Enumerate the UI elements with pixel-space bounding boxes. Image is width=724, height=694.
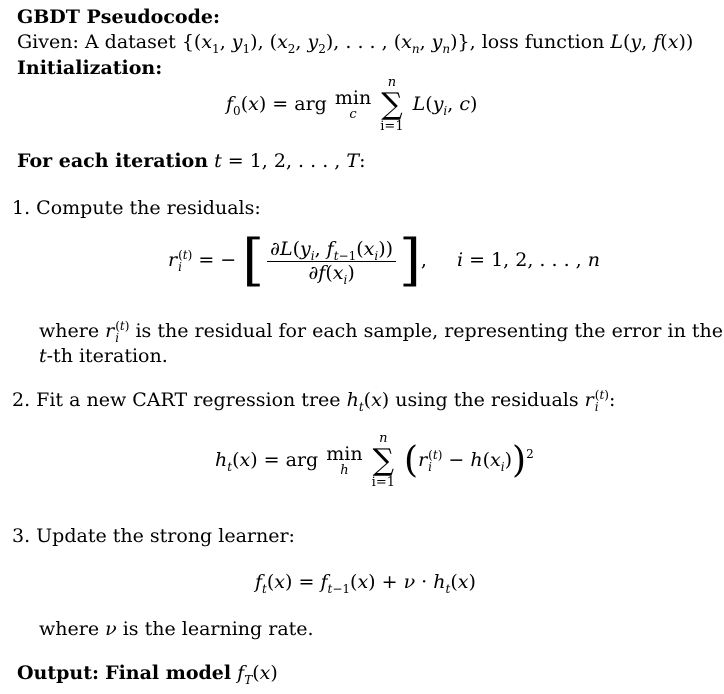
- loop-line: [17, 152, 365, 171]
- dataset-formula: {($x_1$, $y_1$), ($x_2$, $y_2$), . . . , ($x_n$, $y_n$)},: [181, 31, 476, 56]
- step2-line: 2. Fit a new CART regression tree $h_t(x)$ using the residuals r (t) i :: [12, 388, 616, 414]
- min-var-h: h: [340, 462, 349, 478]
- given-text: A dataset: [84, 31, 176, 53]
- where1-desc: is the residual for each sample, representing the error in the: [135, 320, 724, 342]
- where1-line2: t-th iteration.: [39, 345, 168, 367]
- arg-text: arg: [294, 93, 327, 115]
- output-formula: $f_T(x)$: [237, 662, 278, 687]
- where1-line: where r (t) i is the residual for each sample, representing the error in the: [39, 319, 724, 345]
- sum-symbol: ∑: [381, 87, 403, 122]
- loop-formula: t = 1, 2, . . . , T:: [214, 150, 366, 172]
- residual-formula: r (t) i = − [ $\frac{\partial L(y_i, f_{t-1}(x_i))}{\partial f(x_i)}$ ], i = 1, 2, . . . , n: [168, 228, 600, 293]
- sum-upper: n: [387, 75, 397, 90]
- min-text: min: [334, 86, 372, 109]
- min-var-c: c: [349, 106, 357, 122]
- arg-text-2: arg: [285, 449, 319, 471]
- where1-word: where: [39, 320, 100, 342]
- sum-upper-2: n: [379, 431, 388, 446]
- sum-lower: i=1: [380, 119, 404, 134]
- page-title: GBDT Pseudocode:: [17, 6, 220, 28]
- where1-iteration: -th iteration.: [46, 345, 168, 367]
- loss-formula: L(y, f(x)): [610, 31, 694, 53]
- given-label: Given:: [17, 31, 79, 53]
- step2-text-b: using the residuals: [395, 389, 579, 411]
- loop-label: For each iteration: [17, 150, 209, 172]
- init-label: Initialization:: [17, 57, 163, 79]
- step3-text: 3. Update the strong learner:: [12, 525, 295, 547]
- loss-text: loss function: [481, 31, 605, 53]
- min-text-2: min: [326, 442, 363, 465]
- output-line: [17, 662, 278, 687]
- step1-text: 1. Compute the residuals:: [12, 197, 261, 219]
- where3-word: where: [39, 618, 100, 640]
- output-text: Final model: [105, 662, 232, 684]
- step2-text: 2. Fit a new CART regression tree: [12, 389, 341, 411]
- sum-lower-2: i=1: [371, 475, 395, 490]
- update-formula: $f_t(x) = f_{t-1}(x) + \nu \cdot h_t(x)$: [255, 571, 476, 596]
- tree-formula: $h_t(x)$ = arg min h n ∑ i=1 (r (t) i − $h(x_i))^2$: [215, 431, 534, 490]
- init-formula: $f_0(x)$ = arg min c n ∑ i=1 $L(y_i$, c): [226, 75, 478, 134]
- given-line: [17, 31, 694, 56]
- output-label: Output:: [17, 662, 100, 684]
- where3-desc: is the learning rate.: [122, 618, 314, 640]
- sum-symbol-2: ∑: [372, 443, 395, 478]
- where3-line: where ν is the learning rate.: [39, 618, 314, 640]
